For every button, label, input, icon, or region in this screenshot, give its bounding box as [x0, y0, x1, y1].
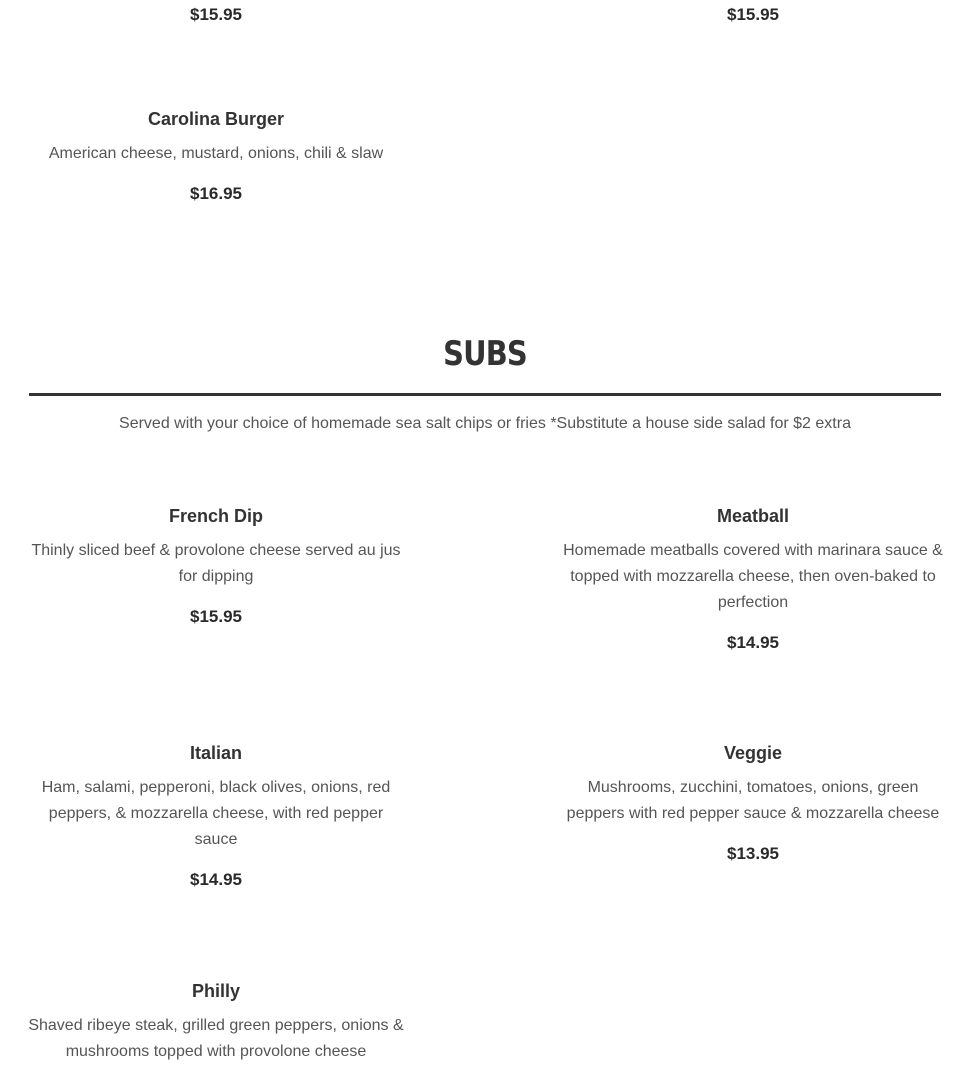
item-name: Meatball [716, 506, 790, 526]
item-price: $15.95 [727, 5, 779, 24]
section-divider [29, 393, 941, 396]
item-name: Philly [191, 981, 240, 1001]
item-name: French Dip [168, 506, 263, 526]
menu-item-carolina-burger [26, 108, 406, 205]
menu-item-meatball [563, 505, 943, 654]
section-note: Served with your choice of homemade sea salt chips or fries *Substitute a house side salad for $2 extra [119, 415, 851, 432]
item-name: Veggie [723, 743, 783, 763]
item-price: $13.95 [727, 844, 779, 863]
menu-item-italian [26, 742, 406, 891]
menu-item-veggie [563, 742, 943, 865]
menu-item-philly [26, 980, 406, 1065]
item-price: $14.95 [190, 870, 242, 889]
section-title-subs: SUBS [443, 334, 527, 374]
item-description: Shaved ribeye steak, grilled green peppers, onions & mushrooms topped with provolone cheese [28, 1017, 404, 1060]
item-description: Homemade meatballs covered with marinara sauce & topped with mozzarella cheese, then oven-baked to perfection [563, 542, 943, 611]
item-description: American cheese, mustard, onions, chili & slaw [48, 145, 384, 162]
item-price: $15.95 [190, 607, 242, 626]
item-price: $15.95 [190, 5, 242, 24]
menu-item-french-dip [26, 505, 406, 628]
item-name: Italian [189, 743, 242, 763]
item-price: $16.95 [190, 184, 242, 203]
item-description: Thinly sliced beef & provolone cheese served au jus for dipping [31, 542, 401, 585]
item-price: $14.95 [727, 633, 779, 652]
menu-item-partial-right [563, 4, 943, 26]
item-name: Carolina Burger [147, 109, 285, 129]
item-description: Ham, salami, pepperoni, black olives, onions, red peppers, & mozzarella cheese, with red pepper sauce [41, 779, 391, 848]
menu-item-partial-left [26, 4, 406, 26]
item-description: Mushrooms, zucchini, tomatoes, onions, green peppers with red pepper sauce & mozzarella cheese [566, 779, 940, 822]
